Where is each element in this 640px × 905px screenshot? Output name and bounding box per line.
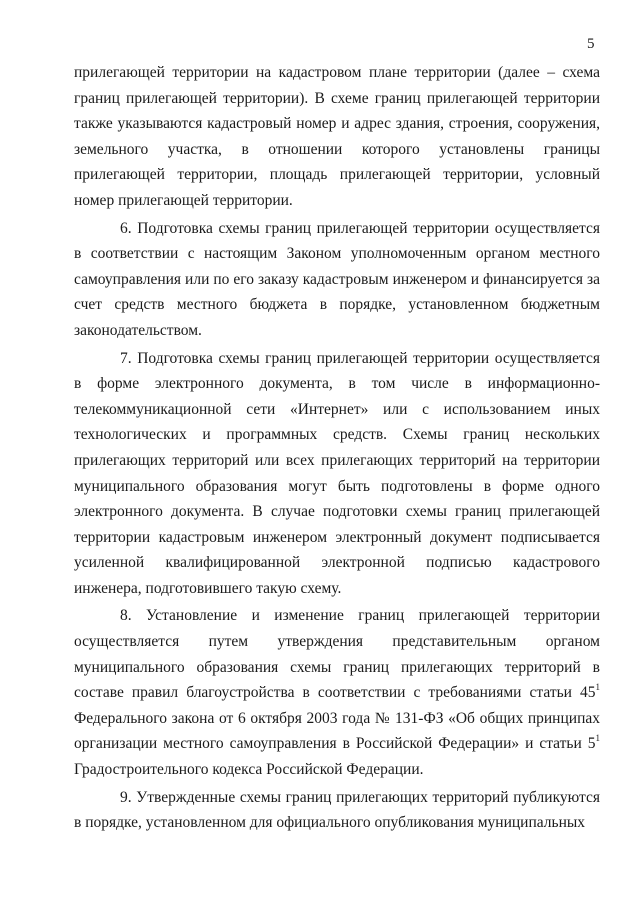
paragraph-8-text-1: 8. Установление и изменение границ прилегающей территории осуществляется путем утверждения представительным органом муниципального образования схемы границ прилегающих территорий в составе правил благоустройства в соответствии с требованиями статьи 45 (74, 607, 600, 702)
paragraph-8-text-2: Федерального закона от 6 октября 2003 года № 131-ФЗ «Об общих принципах организации местного самоуправления в Российской Федерации» и статьи 5 (74, 709, 600, 753)
document-body (74, 60, 600, 836)
page-number: 5 (587, 36, 595, 52)
paragraph-9: 9. Утвержденные схемы границ прилегающих территорий публикуются в порядке, установленном для официального опубликования муниципальных (74, 788, 600, 832)
paragraph-6: 6. Подготовка схемы границ прилегающей территории осуществляется в соответствии с настоящим Законом уполномоченным органом местного самоуправления или по его заказу кадастровым инженером и финансируется за счет средств местного бюджета в порядке, установленном бюджетным законодательством. (74, 219, 600, 339)
paragraph-8-text-3: Градостроительного кодекса Российской Федерации. (74, 761, 424, 779)
superscript-1: 1 (595, 682, 600, 693)
paragraph-7: 7. Подготовка схемы границ прилегающей территории осуществляется в форме электронного документа, в том числе в информационно-телекоммуникационной сети «Интернет» или с использованием иных технологических и программных средств. Схемы границ нескольких прилегающих территорий или всех прилегающих территорий на территории муниципального образования могут быть подготовлены в форме одного электронного документа. В случае подготовки схемы границ прилегающей территории кадастровым инженером электронный документ подписывается усиленной квалифицированной электронной подписью кадастрового инженера, подготовившего такую схему. (74, 349, 600, 597)
paragraph-8 (74, 603, 600, 782)
paragraph-continuation: прилегающей территории на кадастровом плане территории (далее – схема границ прилегающей территории). В схеме границ прилегающей территории также указываются кадастровый номер и адрес здания, строения, сооружения, земельного участка, в отношении которого установлены границы прилегающей территории, площадь прилегающей территории, условный номер прилегающей территории. (74, 64, 600, 209)
superscript-2: 1 (595, 733, 600, 744)
